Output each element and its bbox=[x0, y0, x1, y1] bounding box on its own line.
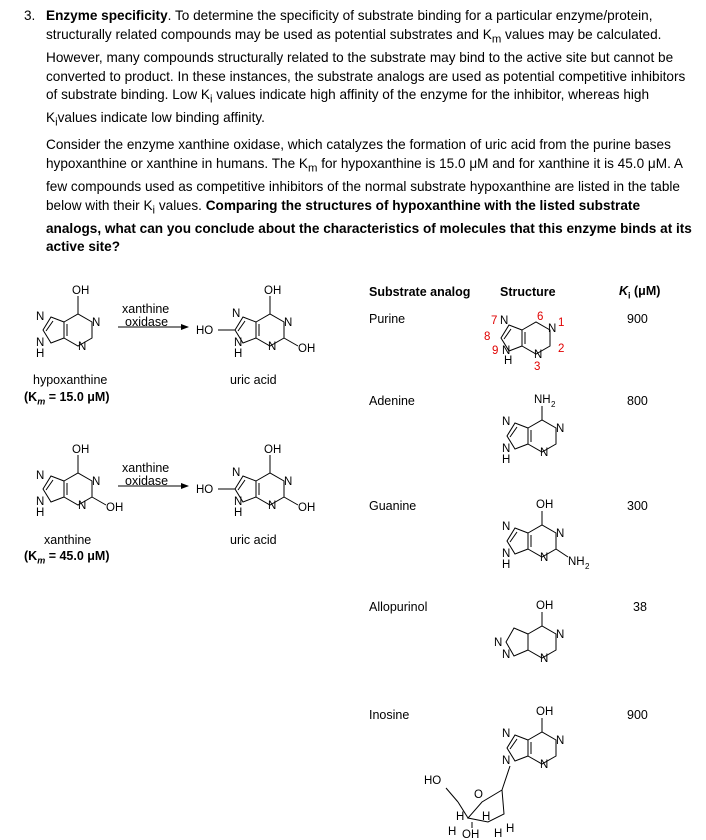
question-number: 3. bbox=[24, 8, 36, 23]
row-ki-adenine: 800 bbox=[627, 394, 648, 408]
svg-text:H: H bbox=[36, 348, 45, 360]
row-ki-inosine: 900 bbox=[627, 708, 648, 722]
svg-text:N: N bbox=[540, 653, 549, 665]
svg-text:N: N bbox=[234, 496, 243, 508]
intro-paragraph: Enzyme specificity. To determine the specificity of substrate binding for a particular enzyme/protein, structurally related compounds may be used as potential substrates and $K_m$ values may be calculated. However, many compounds structurally related to the substrate may bind to the active site but cannot be converted to product. In these instances, the substrate analogs are used as potential competitive inhibitors of substrate binding. Low $K_i$ values indicate high affinity of the enzyme for the inhibitor, whereas high $K_ivalues$ indicate low binding affinity. bbox=[46, 8, 686, 130]
svg-text:N: N bbox=[502, 521, 511, 533]
enzyme-label-2b: oxidase bbox=[125, 474, 169, 488]
svg-text:N: N bbox=[284, 317, 293, 329]
svg-text:NH: NH bbox=[534, 394, 551, 406]
svg-text:OH: OH bbox=[536, 706, 554, 718]
uric-acid-label-2: uric acid bbox=[230, 533, 277, 547]
xanthine-label: xanthine bbox=[44, 533, 92, 547]
question-title: Enzyme specificity bbox=[46, 8, 168, 23]
svg-text:N: N bbox=[502, 755, 511, 767]
hypoxanthine-label: hypoxanthine bbox=[33, 373, 108, 387]
svg-text:H: H bbox=[36, 507, 45, 519]
svg-text:H: H bbox=[456, 811, 465, 823]
svg-text:N: N bbox=[268, 341, 277, 353]
header-substrate-analog: Substrate analog bbox=[369, 285, 471, 299]
svg-text:NH: NH bbox=[568, 556, 585, 568]
svg-text:N: N bbox=[502, 548, 511, 560]
svg-text:H: H bbox=[482, 811, 491, 823]
svg-text:N: N bbox=[540, 759, 549, 771]
svg-text:N: N bbox=[502, 649, 511, 661]
svg-text:H: H bbox=[506, 823, 515, 835]
svg-text:N: N bbox=[502, 728, 511, 740]
svg-text:N: N bbox=[36, 470, 45, 482]
svg-text:OH: OH bbox=[106, 502, 124, 514]
svg-text:N: N bbox=[502, 443, 511, 455]
svg-text:N: N bbox=[36, 496, 45, 508]
svg-text:O: O bbox=[474, 789, 483, 801]
svg-text:N: N bbox=[36, 337, 45, 349]
svg-text:N: N bbox=[232, 467, 241, 479]
hypoxanthine-structure bbox=[36, 285, 100, 360]
enzyme-label-1a: xanthine bbox=[122, 302, 170, 316]
svg-text:H: H bbox=[502, 559, 511, 571]
xanthine-structure bbox=[36, 444, 123, 519]
svg-text:N: N bbox=[78, 341, 87, 353]
svg-text:N: N bbox=[548, 323, 557, 335]
svg-text:H: H bbox=[234, 507, 243, 519]
svg-text:N: N bbox=[502, 345, 511, 357]
svg-text:N: N bbox=[232, 308, 241, 320]
xanthine-km: ($K_m = 45.0$ μM) bbox=[24, 549, 110, 566]
svg-text:H: H bbox=[448, 826, 457, 838]
svg-text:2: 2 bbox=[585, 562, 590, 571]
svg-text:HO: HO bbox=[424, 775, 442, 787]
svg-text:N: N bbox=[556, 528, 565, 540]
svg-text:H: H bbox=[494, 828, 503, 840]
svg-text:N: N bbox=[36, 311, 45, 323]
svg-text:OH: OH bbox=[536, 499, 554, 511]
svg-text:N: N bbox=[78, 500, 87, 512]
svg-text:OH: OH bbox=[72, 285, 90, 297]
svg-text:N: N bbox=[92, 476, 101, 488]
context-paragraph: Consider the enzyme xanthine oxidase, which catalyzes the formation of uric acid from the purine bases hypoxanthine or xanthine in humans. The $K_m$ for hypoxanthine is 15.0 μM and for xanthine it is 45.0 μM. A few compounds used as competitive inhibitors of the normal substrate hypoxanthine are listed in the table below with their $K_i$ values. Comparing the structures of hypoxanthine with the listed substrate analogs, what can you conclude about the characteristics of molecules that this enzyme binds at its active site? bbox=[46, 137, 692, 255]
svg-text:N: N bbox=[540, 552, 549, 564]
svg-text:HO: HO bbox=[196, 325, 214, 337]
svg-text:N: N bbox=[556, 629, 565, 641]
svg-text:OH: OH bbox=[72, 444, 90, 456]
svg-text:H: H bbox=[504, 355, 513, 367]
row-name-inosine: Inosine bbox=[369, 708, 410, 722]
svg-text:OH: OH bbox=[298, 343, 316, 355]
svg-text:N: N bbox=[502, 416, 511, 428]
row-name-adenine: Adenine bbox=[369, 394, 415, 408]
header-structure: Structure bbox=[500, 285, 556, 299]
svg-text:N: N bbox=[540, 447, 549, 459]
svg-text:6: 6 bbox=[537, 311, 544, 323]
uric-acid-label-1: uric acid bbox=[230, 373, 277, 387]
row-ki-guanine: 300 bbox=[627, 499, 648, 513]
hypoxanthine-km: ($K_m = 15.0$ μM) bbox=[24, 390, 110, 407]
adenine-structure bbox=[502, 394, 564, 466]
svg-text:OH: OH bbox=[264, 285, 282, 297]
svg-text:HO: HO bbox=[196, 484, 214, 496]
svg-text:7: 7 bbox=[491, 315, 498, 327]
svg-text:1: 1 bbox=[558, 317, 565, 329]
svg-text:3: 3 bbox=[534, 361, 541, 373]
svg-text:N: N bbox=[534, 349, 543, 361]
svg-text:9: 9 bbox=[492, 345, 499, 357]
svg-text:N: N bbox=[494, 637, 503, 649]
svg-text:H: H bbox=[502, 454, 511, 466]
question-prompt: Comparing the structures of hypoxanthine with the listed substrate analogs, what can you conclude about the characteristics of molecules that this enzyme binds at its active site? bbox=[46, 197, 692, 255]
uric-acid-structure-1 bbox=[196, 285, 315, 360]
row-name-purine: Purine bbox=[369, 312, 406, 326]
svg-text:8: 8 bbox=[484, 331, 491, 343]
svg-text:2: 2 bbox=[551, 400, 556, 409]
svg-text:OH: OH bbox=[536, 600, 554, 612]
purine-structure bbox=[484, 311, 564, 373]
svg-text:2: 2 bbox=[558, 343, 565, 355]
enzyme-label-2a: xanthine bbox=[122, 461, 170, 475]
svg-text:N: N bbox=[268, 500, 277, 512]
svg-text:N: N bbox=[556, 423, 565, 435]
svg-text:N: N bbox=[92, 317, 101, 329]
svg-text:H: H bbox=[234, 348, 243, 360]
allopurinol-structure bbox=[494, 600, 564, 665]
row-ki-allopurinol: 38 bbox=[633, 600, 647, 614]
svg-text:N: N bbox=[556, 735, 565, 747]
row-ki-purine: 900 bbox=[627, 312, 648, 326]
uric-acid-structure-2 bbox=[196, 444, 315, 519]
inosine-structure bbox=[424, 706, 564, 840]
row-name-allopurinol: Allopurinol bbox=[369, 600, 428, 614]
svg-text:N: N bbox=[234, 337, 243, 349]
svg-text:OH: OH bbox=[298, 502, 316, 514]
svg-text:OH: OH bbox=[462, 829, 480, 840]
enzyme-label-1b: oxidase bbox=[125, 315, 169, 329]
header-ki: $K_i$ (μM) bbox=[619, 284, 661, 301]
row-name-guanine: Guanine bbox=[369, 499, 417, 513]
svg-text:OH: OH bbox=[264, 444, 282, 456]
svg-text:N: N bbox=[284, 476, 293, 488]
svg-text:N: N bbox=[500, 315, 509, 327]
guanine-structure bbox=[502, 499, 590, 571]
